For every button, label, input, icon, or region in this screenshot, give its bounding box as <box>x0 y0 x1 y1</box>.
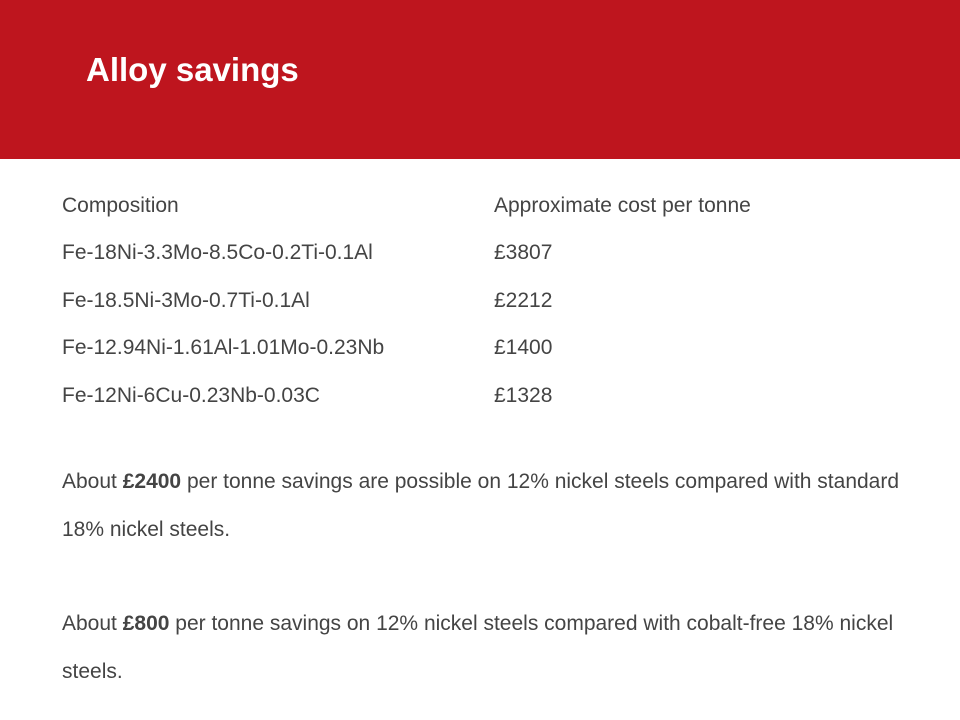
table-row <box>62 372 854 420</box>
composition-cell: Fe-18.5Ni-3Mo-0.7Ti-0.1Al <box>62 288 310 312</box>
table-header-row <box>62 182 854 230</box>
cost-header: Approximate cost per tonne <box>494 193 751 217</box>
savings-amount: £2400 <box>122 470 182 493</box>
composition-cell: Fe-12.94Ni-1.61Al-1.01Mo-0.23Nb <box>62 336 385 360</box>
slide-title: Alloy savings <box>86 51 299 88</box>
note-prefix: About <box>62 612 123 635</box>
note-prefix: About <box>62 470 123 493</box>
composition-cell: Fe-18Ni-3.3Mo-8.5Co-0.2Ti-0.1Al <box>62 241 373 265</box>
note-text: per tonne savings are possible on 12% nickel steels compared with standard 18% nickel steels. <box>62 470 900 541</box>
cost-cell: £3807 <box>494 241 553 265</box>
savings-note-standard <box>62 458 922 554</box>
composition-header: Composition <box>62 193 179 217</box>
note-text: per tonne savings on 12% nickel steels compared with cobalt-free 18% nickel steels. <box>62 612 894 683</box>
cost-cell: £1400 <box>494 336 553 360</box>
savings-note-cobalt-free <box>62 600 922 696</box>
alloy-cost-table <box>62 182 854 420</box>
table-row <box>62 277 854 325</box>
table-row <box>62 325 854 373</box>
cost-cell: £1328 <box>494 383 553 407</box>
table-row <box>62 230 854 278</box>
savings-amount: £800 <box>122 612 170 635</box>
composition-cell: Fe-12Ni-6Cu-0.23Nb-0.03C <box>62 383 320 407</box>
cost-cell: £2212 <box>494 288 553 312</box>
